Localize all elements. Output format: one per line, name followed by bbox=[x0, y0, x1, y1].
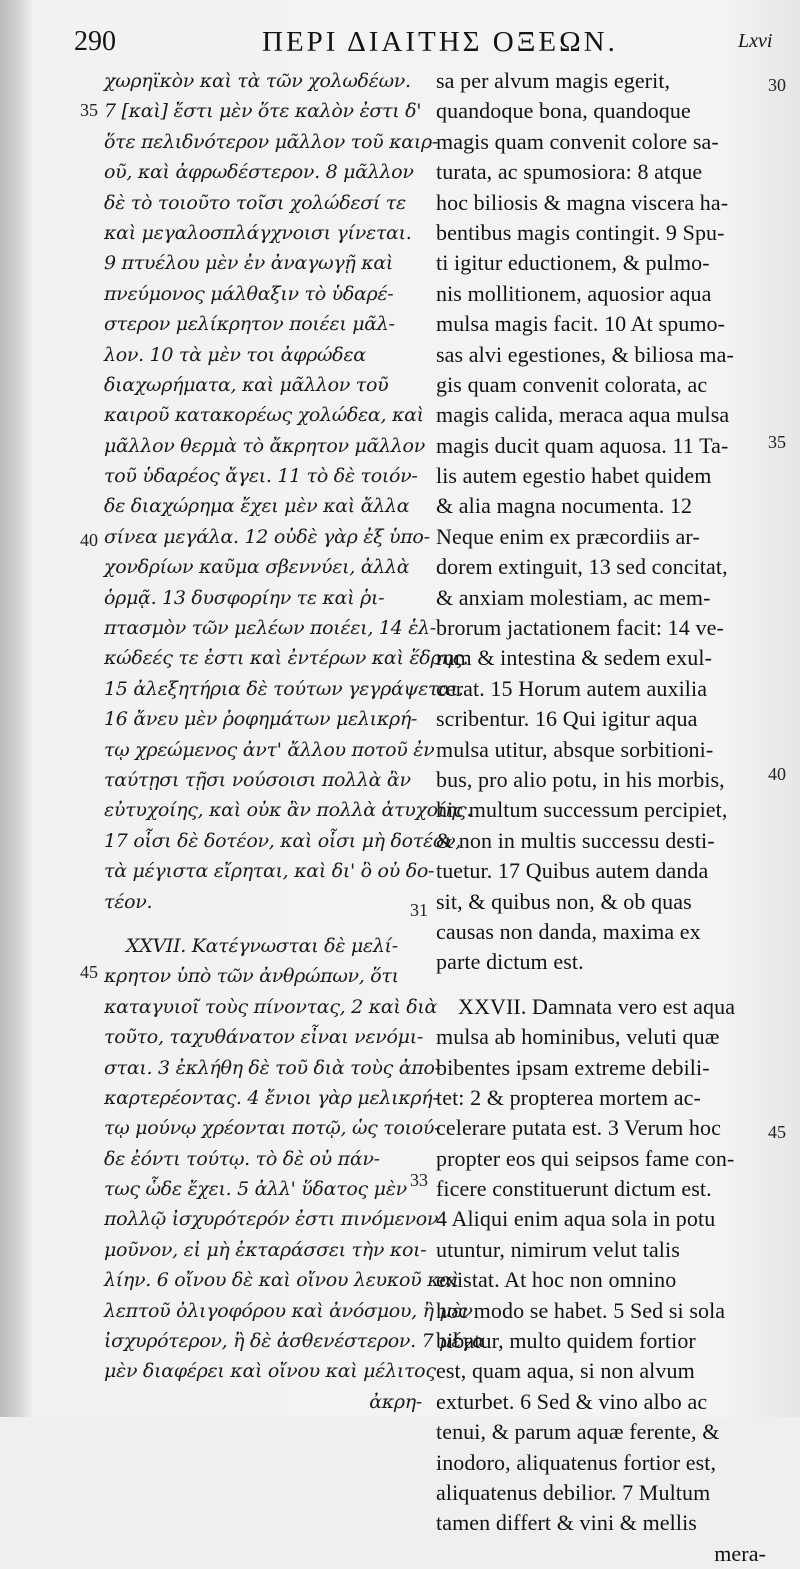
latin-text-line: & alia magna nocumenta. 12 bbox=[436, 493, 693, 519]
greek-text-column bbox=[104, 66, 485, 1417]
greek-text-line: μοῦνον, εἰ μὴ ἐκταράσσει τὴν κοι- bbox=[104, 1238, 427, 1261]
greek-text-line: τῳ χρεώμενος ἀντ' ἄλλου ποτοῦ ἐν bbox=[104, 738, 435, 761]
latin-text-line: magis ducit quam aquosa. 11 Ta- bbox=[436, 432, 729, 458]
greek-text-line: τως ὧδε ἔχει. 5 ἀλλ' ὕδατος μὲν bbox=[104, 1178, 407, 1201]
greek-text-line: χονδρίων καῦμα σβεννύει, ἀλλὰ bbox=[104, 556, 410, 579]
margin-number: 33 bbox=[410, 1170, 428, 1190]
latin-text-line: est, quam aqua, si non alvum bbox=[436, 1358, 695, 1384]
greek-text-line: χωρηϊκὸν καὶ τὰ τῶν χολωδέων. bbox=[104, 70, 411, 92]
latin-text-line: tenui, & parum aquæ ferente, & bbox=[436, 1419, 720, 1445]
page-number: 290 bbox=[74, 26, 116, 57]
greek-text-line: λεπτοῦ ὀλιγοφόρου καὶ ἀνόσμου, ἢ μὲν bbox=[104, 1299, 473, 1322]
greek-text-line: καιροῦ κατακορέως χολώδεα, καὶ bbox=[104, 404, 424, 427]
greek-text-line: πτασμὸν τῶν μελέων ποιέει, 14 ἑλ- bbox=[104, 617, 436, 640]
margin-number: 45 bbox=[80, 962, 98, 982]
greek-text-line: καὶ μεγαλοσπλάγχνοισι γίνεται. bbox=[104, 221, 412, 244]
greek-text-line: 17 οἷσι δὲ δοτέον, καὶ οἷσι μὴ δοτέον, bbox=[104, 829, 462, 852]
latin-text-line: mulsa ab hominibus, veluti quæ bbox=[436, 1024, 720, 1050]
latin-text-line: rum & intestina & sedem exul- bbox=[436, 645, 713, 671]
latin-text-line: tuetur. 17 Quibus autem danda bbox=[436, 858, 709, 884]
greek-text-line: ἀκρη- bbox=[369, 1390, 422, 1413]
greek-text-line: λον. 10 τὰ μὲν τοι ἀφρώδεα bbox=[104, 343, 366, 366]
greek-text-line: οῦ, καὶ ἀφρωδέστερον. 8 μᾶλλον bbox=[104, 161, 414, 184]
gutter-shadow bbox=[0, 0, 34, 1417]
latin-text-line: nis mollitionem, aquosior aqua bbox=[436, 280, 712, 306]
latin-text-line: propter eos qui seipsos fame con- bbox=[436, 1145, 735, 1171]
latin-text-line: parte dictum est. bbox=[436, 949, 584, 975]
greek-text-line: σται. 3 ἐκλήθη δὲ τοῦ διὰ τοὺς ἀπο- bbox=[104, 1056, 441, 1079]
latin-text-line: mulsa utitur, absque sorbitioni- bbox=[436, 736, 714, 762]
greek-text-line: τὰ μέγιστα εἴρηται, καὶ δι' ὃ οὐ δο- bbox=[104, 860, 435, 883]
greek-text-line: μᾶλλον θερμὰ τὸ ἄκρητον μᾶλλον bbox=[104, 434, 425, 457]
greek-text-line: πνεύμονος μάλθαξιν τὸ ὑδαρέ- bbox=[104, 282, 394, 305]
latin-text-line: hic multum successum percipiet, bbox=[436, 797, 728, 823]
greek-text-line bbox=[104, 917, 422, 931]
greek-text-line: τοῦ ὑδαρέος ἄγει. 11 τὸ δὲ τοιόν- bbox=[104, 465, 418, 488]
latin-text-line: mulsa magis facit. 10 At spumo- bbox=[436, 311, 726, 337]
greek-text-line: μὲν διαφέρει καὶ οἴνου καὶ μέλιτος bbox=[104, 1360, 436, 1383]
latin-text-line: & anxiam molestiam, ac mem- bbox=[436, 584, 711, 610]
latin-text-line bbox=[436, 978, 766, 992]
latin-text-line: celerare putata est. 3 Verum hoc bbox=[436, 1115, 721, 1141]
margin-number: 45 bbox=[768, 1122, 786, 1142]
latin-text-line: utuntur, nimirum velut talis bbox=[436, 1236, 680, 1262]
margin-number: 40 bbox=[80, 530, 98, 550]
latin-text-line: XXVII. Damnata vero est aqua bbox=[458, 993, 736, 1019]
latin-text-line: ficere constituerunt dictum est. bbox=[436, 1176, 712, 1202]
margin-number: 35 bbox=[768, 432, 786, 452]
latin-text-line: bibatur, multo quidem fortior bbox=[436, 1328, 696, 1354]
greek-text-line: τῳ μούνῳ χρέονται ποτῷ, ὡς τοιού- bbox=[104, 1117, 441, 1140]
greek-text-line: δε ἐόντι τούτῳ. τὸ δὲ οὐ πάν- bbox=[104, 1147, 380, 1170]
page-header bbox=[0, 26, 800, 66]
latin-text-line: magis quam convenit colore sa- bbox=[436, 128, 719, 154]
latin-text-line: aliquatenus debilior. 7 Multum bbox=[436, 1479, 711, 1505]
greek-text-line: 9 πτυέλου μὲν ἐν ἀναγωγῇ καὶ bbox=[104, 252, 394, 275]
latin-text-line: cerat. 15 Horum autem auxilia bbox=[436, 675, 708, 701]
margin-number: 30 bbox=[768, 75, 786, 95]
greek-text-line: σίνεα μεγάλα. 12 οὐδὲ γὰρ ἐξ ὑπο- bbox=[104, 525, 430, 548]
section-mark: Lxvi bbox=[738, 30, 773, 52]
latin-text-column bbox=[436, 66, 766, 1569]
latin-text-line: ti igitur eductionem, & pulmo- bbox=[436, 250, 710, 276]
greek-text-line: δὲ τὸ τοιοῦτο τοῖσι χολώδεσί τε bbox=[104, 191, 406, 214]
greek-text-line: πολλῷ ἰσχυρότερόν ἐστι πινόμενον bbox=[104, 1208, 439, 1231]
latin-text-line: brorum jactationem facit: 14 ve- bbox=[436, 615, 724, 641]
greek-text-line: 16 ἄνευ μὲν ῥοφημάτων μελικρή- bbox=[104, 708, 418, 731]
latin-text-line: lis autem egestio habet quidem bbox=[436, 463, 712, 489]
latin-text-line: sit, & quibus non, & ob quas bbox=[436, 888, 692, 914]
greek-text-line: καρτερέοντας. 4 ἔνιοι γὰρ μελικρή- bbox=[104, 1086, 439, 1109]
greek-text-line: ὁρμᾷ. 13 δυσφορίην τε καὶ ῥι- bbox=[104, 586, 385, 609]
latin-text-line: tamen differt & vini & mellis bbox=[436, 1510, 697, 1536]
greek-text-line: κώδεές τε ἐστι καὶ ἐντέρων καὶ ἕδρης. bbox=[104, 647, 469, 670]
latin-text-line: bus, pro alio potu, in his morbis, bbox=[436, 766, 725, 792]
greek-text-line: τέον. bbox=[104, 890, 153, 913]
latin-text-line: inodoro, aliquatenus fortior est, bbox=[436, 1449, 717, 1475]
latin-text-line: gis quam convenit colorata, ac bbox=[436, 371, 708, 397]
greek-text-line: εὐτυχοίης, καὶ οὐκ ἂν πολλὰ ἀτυχοίης. bbox=[104, 799, 473, 822]
latin-text-line: hoc biliosis & magna viscera ha- bbox=[436, 189, 729, 215]
greek-text-line: τοῦτο, ταχυθάνατον εἶναι νενόμι- bbox=[104, 1026, 423, 1049]
greek-text-line: ἰσχυρότερον, ἢ δὲ ἀσθενέστερον. 7 μέγα bbox=[104, 1330, 485, 1353]
latin-text-line: 4 Aliqui enim aqua sola in potu bbox=[436, 1206, 716, 1232]
margin-number: 40 bbox=[768, 764, 786, 784]
latin-text-line: & non in multis successu desti- bbox=[436, 827, 715, 853]
latin-text-line: existat. At hoc non omnino bbox=[436, 1267, 677, 1293]
greek-text-line: ὅτε πελιδνότερον μᾶλλον τοῦ καιρ- bbox=[104, 130, 438, 153]
running-title: ΠΕΡΙ ΔΙΑΙΤΗΣ ΟΞΕΩΝ. bbox=[262, 26, 618, 58]
latin-text-line: bibentes ipsam extreme debili- bbox=[436, 1054, 710, 1080]
latin-text-line: tet: 2 & propterea mortem ac- bbox=[436, 1084, 701, 1110]
latin-text-line: hoc modo se habet. 5 Sed si sola bbox=[436, 1297, 726, 1323]
latin-text-line: exturbet. 6 Sed & vino albo ac bbox=[436, 1388, 708, 1414]
latin-text-line: sa per alvum magis egerit, bbox=[436, 68, 671, 93]
latin-text-line: mera- bbox=[714, 1540, 766, 1566]
greek-text-line: κρητον ὑπὸ τῶν ἀνθρώπων, ὅτι bbox=[104, 965, 399, 988]
margin-number: 35 bbox=[80, 100, 98, 120]
latin-text-line: Neque enim ex præcordiis ar- bbox=[436, 523, 700, 549]
greek-text-line: στερον μελίκρητον ποιέει μᾶλ- bbox=[104, 313, 395, 336]
margin-number: 31 bbox=[410, 900, 428, 920]
greek-text-line: καταγυιοῖ τοὺς πίνοντας, 2 καὶ διὰ bbox=[104, 995, 438, 1018]
greek-text-line: XXVII. Κατέγνωσται δὲ μελί- bbox=[126, 934, 398, 957]
latin-text-line: sas alvi egestiones, & biliosa ma- bbox=[436, 341, 734, 367]
latin-text-line: magis calida, meraca aqua mulsa bbox=[436, 402, 730, 428]
greek-text-line: διαχωρήματα, καὶ μᾶλλον τοῦ bbox=[104, 373, 389, 396]
latin-text-line: bentibus magis contingit. 9 Spu- bbox=[436, 219, 725, 245]
latin-text-line: turata, ac spumosiora: 8 atque bbox=[436, 159, 703, 185]
greek-text-line: λίην. 6 οἴνου δὲ καὶ οἴνου λευκοῦ καὶ bbox=[104, 1269, 459, 1292]
latin-text-line: causas non danda, maxima ex bbox=[436, 918, 701, 944]
greek-text-line: ταύτῃσι τῇσι νούσοισι πολλὰ ἂν bbox=[104, 768, 411, 791]
latin-text-line: dorem extinguit, 13 sed concitat, bbox=[436, 554, 728, 580]
greek-text-line: 7 [καὶ] ἔστι μὲν ὅτε καλὸν ἐστι δ' bbox=[104, 100, 422, 123]
greek-text-line: δε διαχώρημα ἔχει μὲν καὶ ἄλλα bbox=[104, 495, 410, 518]
greek-text-line: 15 ἀλεξητήρια δὲ τούτων γεγράψεται. bbox=[104, 677, 464, 700]
latin-text-line: quandoque bona, quandoque bbox=[436, 98, 691, 124]
latin-text-line: scribentur. 16 Qui igitur aqua bbox=[436, 706, 698, 732]
